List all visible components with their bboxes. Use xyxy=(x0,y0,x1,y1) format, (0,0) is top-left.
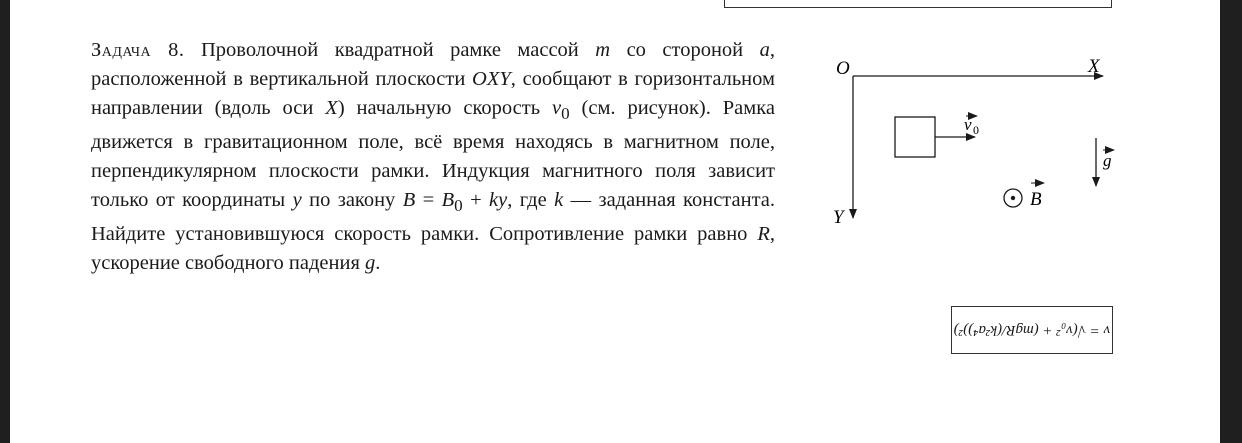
answer-formula: v = √(v₀² + (mgR/(k²a⁴))²) xyxy=(953,322,1111,339)
problem-text-run: , расположенной в вертикальной плоскости xyxy=(91,39,775,90)
magnetic-field-label xyxy=(1030,183,1044,210)
origin-label: O xyxy=(836,58,850,79)
math-symbol: g xyxy=(365,252,376,275)
problem-text-run: , где xyxy=(507,189,555,212)
svg-text:v: v xyxy=(964,115,972,134)
square-frame xyxy=(895,117,935,157)
answer-box xyxy=(951,306,1113,354)
previous-answer-box xyxy=(724,0,1112,8)
problem-label: Задача 8. xyxy=(91,39,185,61)
math-symbol: X xyxy=(325,97,338,119)
problem-text-run: . xyxy=(375,252,381,275)
math-symbol: B xyxy=(402,189,416,212)
problem-text-run: , сообщают в горизонтальном направлении (вдоль оси xyxy=(91,68,775,119)
math-symbol: k xyxy=(554,189,564,212)
math-symbol: R xyxy=(757,223,770,246)
math-symbol: v xyxy=(551,97,562,119)
math-subscript: 0 xyxy=(561,104,570,124)
math-symbol: a xyxy=(759,39,770,61)
problem-text-run: , ускорение свободного падения xyxy=(91,223,775,275)
x-axis-label: X xyxy=(1088,56,1100,77)
math-symbol: B xyxy=(441,189,455,212)
problem-text-run: Проволочной квадратной рамке массой xyxy=(184,39,596,61)
gravity-label xyxy=(1103,150,1114,170)
problem-body xyxy=(91,39,775,274)
left-dark-edge xyxy=(0,0,10,443)
problem-text-run: = xyxy=(415,189,442,212)
problem-text-run: ) начальную скорость xyxy=(337,97,552,119)
math-symbol: ky xyxy=(489,189,508,212)
problem-text-run: + xyxy=(462,189,490,212)
problem-statement xyxy=(91,36,775,278)
svg-text:0: 0 xyxy=(973,123,979,137)
math-symbol: OXY xyxy=(472,68,511,90)
problem-text-run: — заданная константа. Найдите установившуюся скорость рамки. Сопротивление рамки равно xyxy=(91,189,776,246)
math-subscript: 0 xyxy=(454,196,463,216)
math-symbol: m xyxy=(595,39,611,61)
svg-text:g: g xyxy=(1103,151,1112,170)
math-symbol: y xyxy=(292,189,302,212)
problem-figure xyxy=(820,50,1120,240)
y-axis-label: Y xyxy=(833,207,844,228)
problem-text-run: со стороной xyxy=(610,39,760,61)
problem-text-run: по закону xyxy=(301,189,403,212)
right-dark-edge xyxy=(1220,0,1242,443)
problem-text-run: (см. рисунок). Рамка движется в гравитационном поле, всё время находясь в магнитном поле, перпендикулярном плоскости рамки. Индукция магнитного поля зависит только от координаты xyxy=(91,97,775,212)
velocity-label xyxy=(964,115,979,137)
svg-text:B: B xyxy=(1030,189,1042,210)
